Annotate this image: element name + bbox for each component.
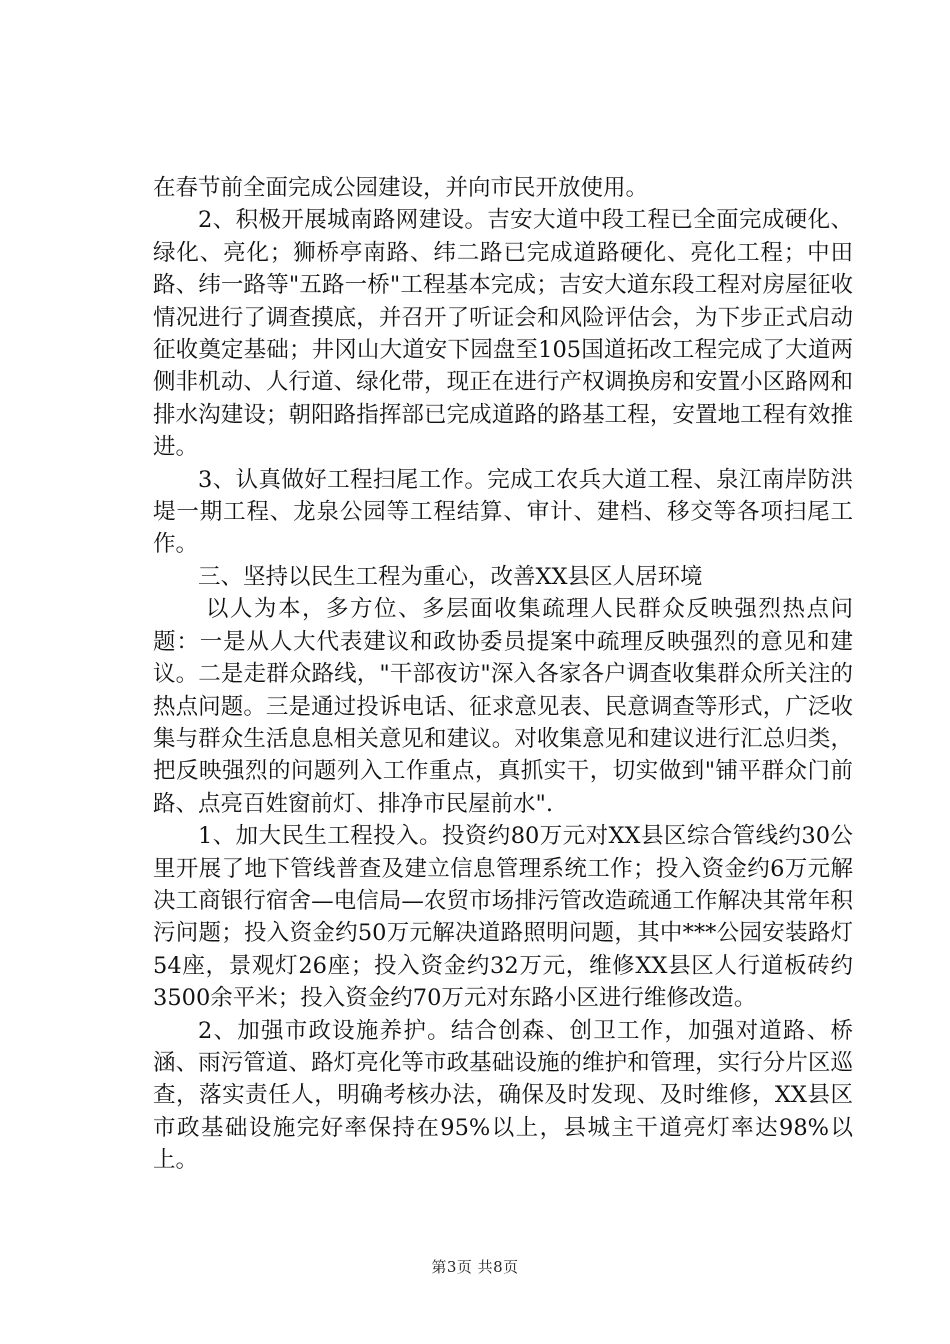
document-body: [153, 172, 853, 1177]
section-heading-livelihood: 三、坚持以民生工程为重心，改善XX县区人居环境: [198, 563, 703, 590]
paragraph-south-road-network: 2、积极开展城南路网建设。吉安大道中段工程已全面完成硬化、绿化、亮化；狮桥亭南路、纬二路已完成道路硬化、亮化工程；中田路、纬一路等"五路一桥"工程基本完成；吉安大道东段工程对房屋征收情况进行了调查摸底，并召开了听证会和风险评估会，为下步正式启动征收奠定基础；井冈山大道安下园盘至105国道拓改工程完成了大道两侧非机动、人行道、绿化带，现正在进行产权调换房和安置小区路网和排水沟建设；朝阳路指挥部已完成道路的路基工程，安置地工程有效推进。: [153, 207, 853, 461]
paragraph-people-oriented: 以人为本，多方位、多层面收集疏理人民群众反映强烈热点问题：一是从人大代表建议和政协委员提案中疏理反映强烈的意见和建议。二是走群众路线，"干部夜访"深入各家各户调查收集群众所关注的热点问题。三是通过投诉电话、征求意见表、民意调查等形式，广泛收集与群众生活息息相关意见和建议。对收集意见和建议进行汇总归类，把反映强烈的问题列入工作重点，真抓实干，切实做到"铺平群众门前路、点亮百姓窗前灯、排净市民屋前水".: [153, 596, 853, 817]
paragraph-livelihood-investment: 1、加大民生工程投入。投资约80万元对XX县区综合管线约30公里开展了地下管线普查及建立信息管理系统工作；投入资金约6万元解决工商银行宿舍—电信局—农贸市场排污管改造疏通工作解决其常年积污问题；投入资金约50万元解决道路照明问题，其中***公园安装路灯54座，景观灯26座；投入资金约32万元，维修XX县区人行道板砖约3500余平米；投入资金约70万元对东路小区进行维修改造。: [153, 823, 853, 1012]
paragraph-municipal-maintenance: 2、加强市政设施养护。结合创森、创卫工作，加强对道路、桥涵、雨污管道、路灯亮化等市政基础设施的维护和管理，实行分片区巡查，落实责任人，明确考核办法，确保及时发现、及时维修，XX县区市政基础设施完好率保持在95%以上，县城主干道亮灯率达98%以上。: [153, 1017, 853, 1174]
paragraph-continuation: 在春节前全面完成公园建设，并向市民开放使用。: [153, 175, 649, 201]
paragraph-project-wrapup: 3、认真做好工程扫尾工作。完成工农兵大道工程、泉江南岸防洪堤一期工程、龙泉公园等工程结算、审计、建档、移交等各项扫尾工作。: [153, 466, 853, 558]
page-number-footer: 第3页 共8页: [431, 1258, 519, 1276]
